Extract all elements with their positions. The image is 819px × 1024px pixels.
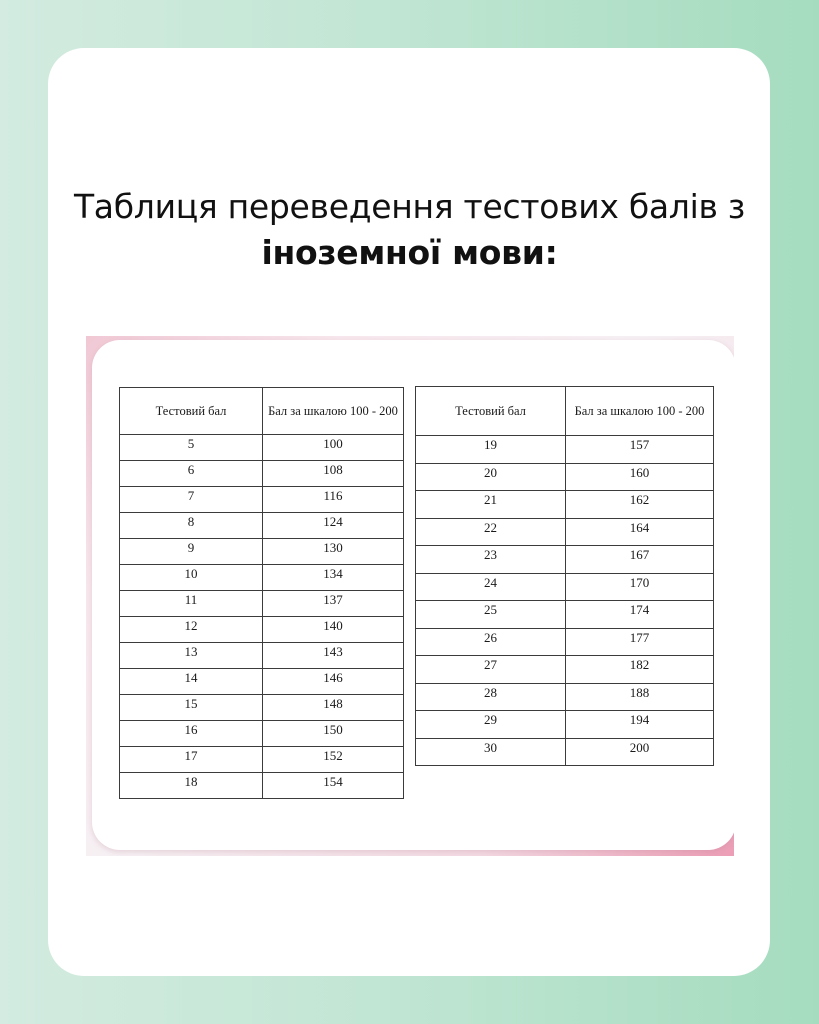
table-row	[120, 617, 404, 643]
scale-score-cell: 137	[263, 591, 404, 617]
table-row	[416, 711, 714, 739]
scale-score-cell: 130	[263, 539, 404, 565]
scale-score-cell: 140	[263, 617, 404, 643]
table-photo	[86, 336, 734, 856]
table-row	[120, 591, 404, 617]
test-score-cell: 22	[416, 518, 566, 546]
score-table-left-body	[120, 435, 404, 799]
table-row	[416, 738, 714, 766]
scale-score-cell: 108	[263, 461, 404, 487]
scale-score-cell: 152	[263, 747, 404, 773]
table-row	[416, 463, 714, 491]
header-test-score: Тестовий бал	[416, 387, 566, 436]
table-row	[120, 773, 404, 799]
test-score-cell: 11	[120, 591, 263, 617]
test-score-cell: 7	[120, 487, 263, 513]
test-score-cell: 18	[120, 773, 263, 799]
scale-score-cell: 157	[566, 436, 714, 464]
scale-score-cell: 100	[263, 435, 404, 461]
scale-score-cell: 146	[263, 669, 404, 695]
test-score-cell: 29	[416, 711, 566, 739]
table-row	[416, 628, 714, 656]
score-table-right	[415, 386, 714, 766]
header-test-score: Тестовий бал	[120, 388, 263, 435]
scale-score-cell: 143	[263, 643, 404, 669]
test-score-cell: 9	[120, 539, 263, 565]
test-score-cell: 23	[416, 546, 566, 574]
test-score-cell: 27	[416, 656, 566, 684]
table-row	[120, 695, 404, 721]
test-score-cell: 14	[120, 669, 263, 695]
scale-score-cell: 134	[263, 565, 404, 591]
scale-score-cell: 170	[566, 573, 714, 601]
test-score-cell: 19	[416, 436, 566, 464]
table-row	[416, 436, 714, 464]
table-row	[416, 683, 714, 711]
table-header-row	[120, 388, 404, 435]
table-row	[416, 573, 714, 601]
table-row	[120, 487, 404, 513]
table-row	[416, 656, 714, 684]
score-table-right-body	[416, 436, 714, 766]
table-row	[120, 747, 404, 773]
test-score-cell: 15	[120, 695, 263, 721]
table-row	[416, 491, 714, 519]
test-score-cell: 21	[416, 491, 566, 519]
scale-score-cell: 194	[566, 711, 714, 739]
table-row	[120, 565, 404, 591]
table-sheet	[92, 340, 734, 850]
test-score-cell: 28	[416, 683, 566, 711]
table-row	[120, 539, 404, 565]
scale-score-cell: 154	[263, 773, 404, 799]
scale-score-cell: 177	[566, 628, 714, 656]
test-score-cell: 6	[120, 461, 263, 487]
scale-score-cell: 164	[566, 518, 714, 546]
scale-score-cell: 182	[566, 656, 714, 684]
scale-score-cell: 116	[263, 487, 404, 513]
table-row	[120, 669, 404, 695]
test-score-cell: 10	[120, 565, 263, 591]
table-row	[120, 643, 404, 669]
page-title	[0, 184, 819, 276]
test-score-cell: 17	[120, 747, 263, 773]
test-score-cell: 12	[120, 617, 263, 643]
scale-score-cell: 162	[566, 491, 714, 519]
header-scale-score: Бал за шкалою 100 - 200	[566, 387, 714, 436]
table-header-row	[416, 387, 714, 436]
scale-score-cell: 124	[263, 513, 404, 539]
scale-score-cell: 160	[566, 463, 714, 491]
scale-score-cell: 188	[566, 683, 714, 711]
scale-score-cell: 148	[263, 695, 404, 721]
table-row	[416, 601, 714, 629]
score-table-left	[119, 387, 404, 799]
test-score-cell: 30	[416, 738, 566, 766]
test-score-cell: 5	[120, 435, 263, 461]
title-regular-text: Таблиця переведення тестових балів з	[73, 187, 746, 226]
title-bold-text: іноземної мови:	[261, 233, 558, 272]
scale-score-cell: 200	[566, 738, 714, 766]
table-row	[120, 461, 404, 487]
table-row	[120, 513, 404, 539]
test-score-cell: 16	[120, 721, 263, 747]
scale-score-cell: 174	[566, 601, 714, 629]
table-row	[416, 518, 714, 546]
test-score-cell: 20	[416, 463, 566, 491]
test-score-cell: 13	[120, 643, 263, 669]
table-row	[120, 721, 404, 747]
table-row	[120, 435, 404, 461]
scale-score-cell: 167	[566, 546, 714, 574]
table-row	[416, 546, 714, 574]
test-score-cell: 8	[120, 513, 263, 539]
test-score-cell: 26	[416, 628, 566, 656]
header-scale-score: Бал за шкалою 100 - 200	[263, 388, 404, 435]
scale-score-cell: 150	[263, 721, 404, 747]
test-score-cell: 24	[416, 573, 566, 601]
test-score-cell: 25	[416, 601, 566, 629]
